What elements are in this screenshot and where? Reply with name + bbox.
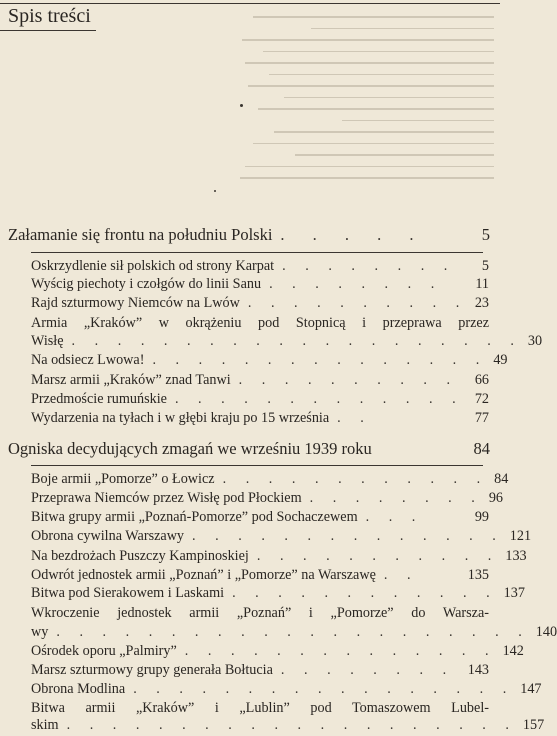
section-rule bbox=[31, 252, 483, 253]
toc-entry: Obrona Modlina . . . . . . . . . . . . . . . . . 147 bbox=[31, 681, 542, 697]
toc-entry: Boje armii „Pomorze” o Łowicz . . . . . . . . . . . . 84 bbox=[31, 471, 509, 487]
toc-entry: Marsz armii „Kraków” znad Tanwi . . . . . . . . . . 66 bbox=[31, 372, 489, 388]
section-heading: Ogniska decydujących zmagań we wrześniu 1939 roku 84 bbox=[8, 439, 490, 458]
toc-entry: Marsz szturmowy grupy generała Bołtucia . . . . . . . . 143 bbox=[31, 662, 489, 678]
toc-entry: Wkroczenie jednostek armii „Poznań” i „Pomorze” do Warsza- bbox=[31, 605, 489, 621]
toc-entry: Wyścig piechoty i czołgów do linii Sanu . . . . . . . . 11 bbox=[31, 276, 489, 292]
toc-entry: Wydarzenia na tyłach i w głębi kraju po 15 września . . 77 bbox=[31, 410, 489, 426]
page-title: Spis treści bbox=[8, 5, 91, 27]
toc-entry: Odwrót jednostek armii „Poznań” i „Pomorze” na Warszawę . . 135 bbox=[31, 567, 489, 583]
toc-entry: Na bezdrożach Puszczy Kampinoskiej . . . . . . . . . . . 133 bbox=[31, 548, 527, 564]
top-rule bbox=[0, 3, 500, 4]
toc-entry: Ośrodek oporu „Palmiry” . . . . . . . . . . . . . . 142 bbox=[31, 643, 524, 659]
section-heading: Załamanie się frontu na południu Polski . . . . . 5 bbox=[8, 225, 490, 244]
title-rule bbox=[0, 30, 96, 31]
toc-entry: Bitwa pod Sierakowem i Laskami . . . . . . . . . . . . 137 bbox=[31, 585, 525, 601]
section-rule bbox=[31, 465, 483, 466]
toc-entry: Przedmoście rumuńskie . . . . . . . . . . . . . 72 bbox=[31, 391, 489, 407]
toc-entry: Na odsiecz Lwowa! . . . . . . . . . . . . . . . 49 bbox=[31, 352, 508, 368]
toc-entry: Rajd szturmowy Niemców na Lwów . . . . . . . . . . 23 bbox=[31, 295, 489, 311]
toc-entry: skim . . . . . . . . . . . . . . . . . . . . 157 bbox=[31, 717, 545, 733]
toc-entry: Oskrzydlenie sił polskich od strony Karpat . . . . . . . . 5 bbox=[31, 258, 489, 274]
toc-entry: Armia „Kraków” w okrążeniu pod Stopnicą i przeprawa przez bbox=[31, 315, 489, 331]
ink-speck bbox=[240, 104, 243, 107]
toc-entry: Bitwa armii „Kraków” i „Lublin” pod Tomaszowem Lubel- bbox=[31, 700, 489, 716]
toc-entry: Bitwa grupy armii „Poznań-Pomorze” pod Sochaczewem . . . 99 bbox=[31, 509, 489, 525]
toc-entry: Wisłę . . . . . . . . . . . . . . . . . . . . 30 bbox=[31, 333, 543, 349]
show-through-text bbox=[232, 6, 494, 216]
toc-entry: Przeprawa Niemców przez Wisłę pod Płockiem . . . . . . . . 96 bbox=[31, 490, 503, 506]
toc-entry: Obrona cywilna Warszawy . . . . . . . . . . . . . . 121 bbox=[31, 528, 532, 544]
toc-entry: wy . . . . . . . . . . . . . . . . . . . . . 140 bbox=[31, 624, 557, 640]
ink-speck bbox=[214, 190, 216, 192]
